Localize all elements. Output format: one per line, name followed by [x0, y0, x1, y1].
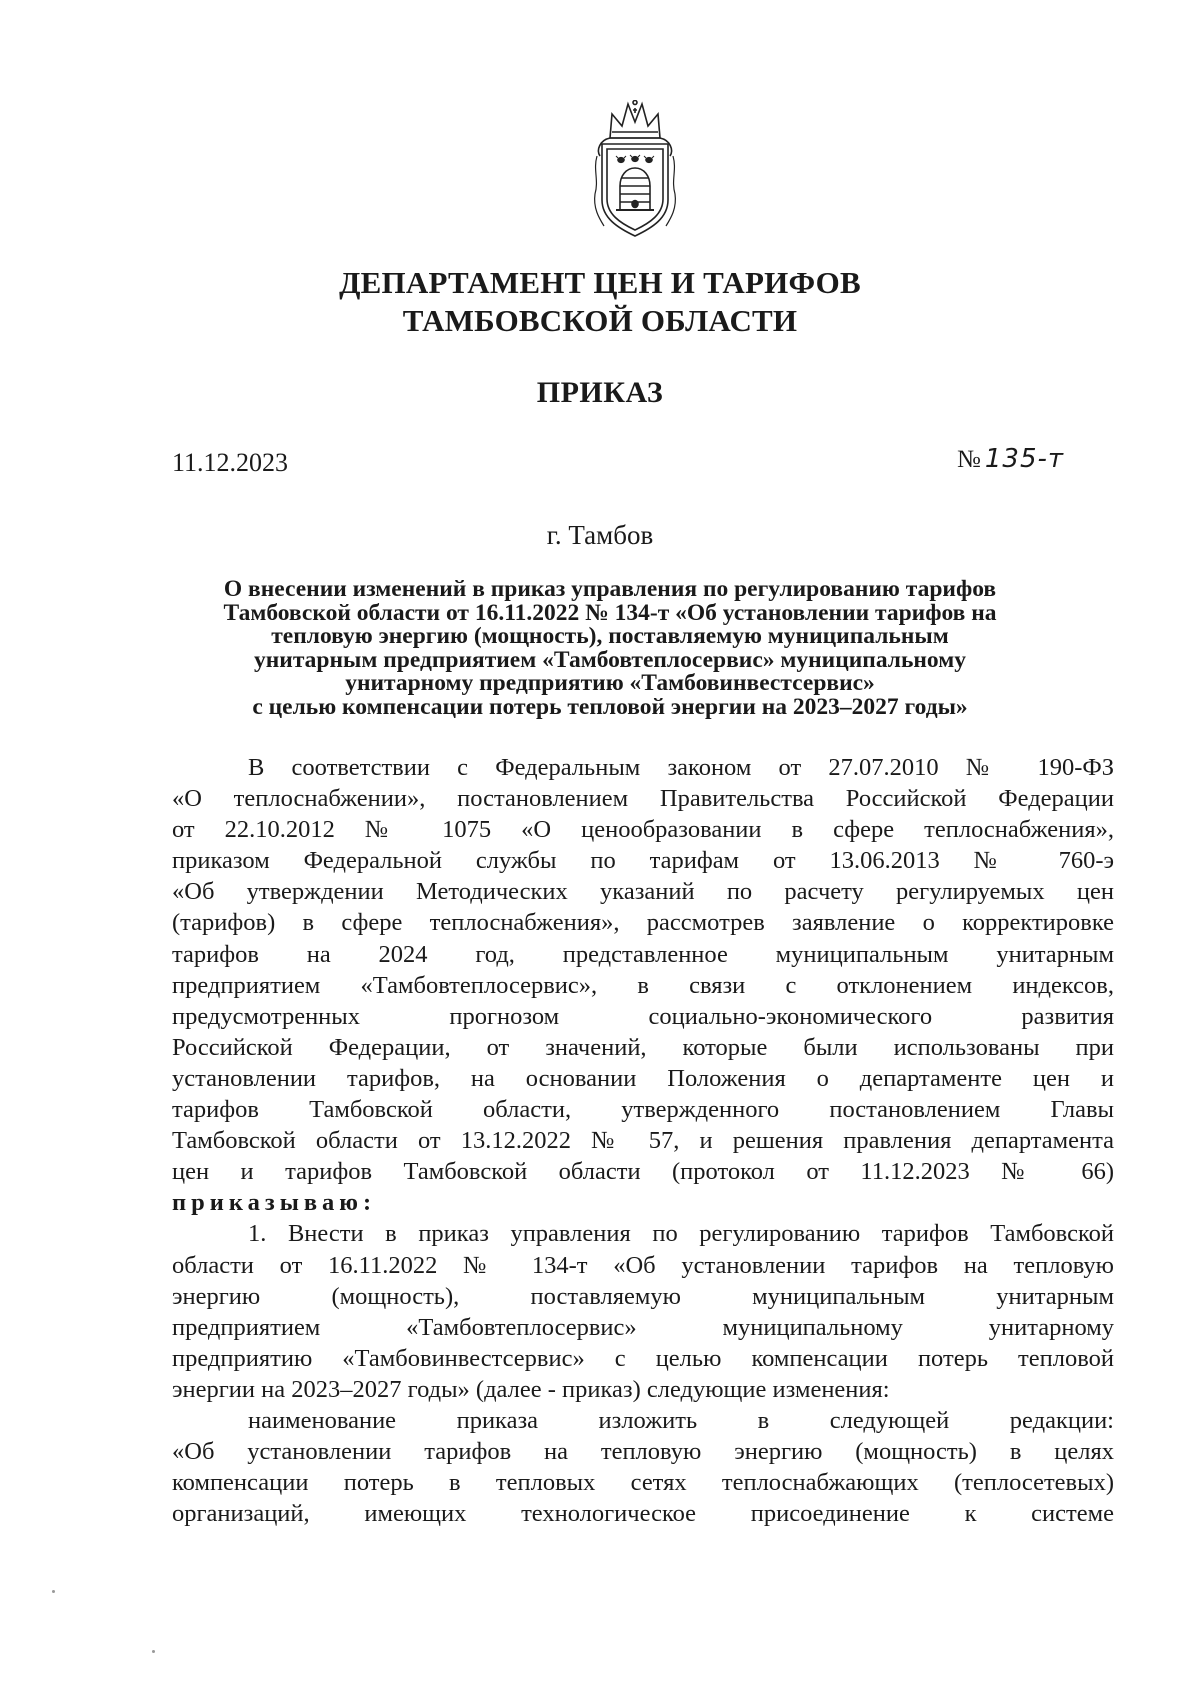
command-colon: :: [363, 1189, 372, 1217]
body-line: установлении тарифов, на основании Положения о департаменте цен и: [172, 1064, 1114, 1092]
body-line: Российской Федерации, от значений, которые были использованы при: [172, 1033, 1114, 1061]
body-line: от 22.10.2012 № 1075 «О ценообразовании в сфере теплоснабжения»,: [172, 816, 1114, 844]
body-line: тарифов Тамбовской области, утвержденного постановлением Главы: [172, 1096, 1114, 1124]
body-line: цен и тарифов Тамбовской области (протокол от 11.12.2023 № 66): [172, 1158, 1114, 1186]
subject-line: Тамбовской области от 16.11.2022 № 134-т «Об установлении тарифов на: [223, 599, 997, 626]
item-1-sub-line: «Об установлении тарифов на тепловую энергию (мощность) в целях: [172, 1438, 1114, 1466]
body-line: Тамбовской области от 13.12.2022 № 57, и решения правления департамента: [172, 1127, 1114, 1155]
item-1-line: 1. Внести в приказ управления по регулированию тарифов Тамбовской: [248, 1220, 1114, 1248]
item-1-line: энергии на 2023–2027 годы» (далее - приказ) следующие изменения:: [172, 1375, 890, 1403]
number-handwritten: 135-т: [984, 444, 1065, 474]
item-1-sub-line: организаций, имеющих технологическое присоединение к системе: [172, 1500, 1114, 1528]
department-name-line-2: ТАМБОВСКОЙ ОБЛАСТИ: [402, 303, 798, 338]
document-type: ПРИКАЗ: [536, 376, 664, 409]
item-1-line: предприятием «Тамбовтеплосервис» муниципальному унитарному: [172, 1313, 1114, 1341]
document-number: [957, 444, 1064, 474]
subject-line: унитарным предприятием «Тамбовтеплосервис» муниципальному: [253, 646, 966, 673]
command-line: [172, 1187, 1114, 1218]
department-name-line-1: ДЕПАРТАМЕНТ ЦЕН И ТАРИФОВ: [339, 265, 861, 300]
subject-line: унитарному предприятию «Тамбовинвестсервис»: [345, 670, 875, 696]
body-line: «О теплоснабжении», постановлением Правительства Российской Федерации: [172, 785, 1114, 813]
coat-of-arms-emblem: [590, 100, 680, 240]
scan-speck: [152, 1650, 155, 1653]
subject-line: О внесении изменений в приказ управления по регулированию тарифов: [223, 576, 997, 602]
item-1-sub-line: компенсации потерь в тепловых сетях теплоснабжающих (теплосетевых): [172, 1469, 1114, 1497]
document-city: г. Тамбов: [546, 520, 654, 550]
body-line: «Об утверждении Методических указаний по расчету регулируемых цен: [172, 878, 1114, 906]
scan-speck: [52, 1590, 55, 1593]
document-body: [172, 752, 1114, 1529]
body-line: предусмотренных прогнозом социально-экономического развития: [172, 1002, 1114, 1030]
body-line: приказом Федеральной службы по тарифам от 13.06.2013 № 760-э: [172, 847, 1114, 875]
body-line: (тарифов) в сфере теплоснабжения», рассмотрев заявление о корректировке: [172, 909, 1114, 937]
subject-line: с целью компенсации потерь тепловой энергии на 2023–2027 годы»: [252, 693, 968, 720]
body-line: предприятием «Тамбовтеплосервис», в связи с отклонением индексов,: [172, 971, 1114, 999]
command-word: приказываю: [172, 1189, 364, 1217]
subject-line: тепловую энергию (мощность), поставляемую муниципальным: [271, 623, 949, 649]
document-subject: [150, 578, 1070, 719]
body-line: тарифов на 2024 год, представленное муниципальным унитарным: [172, 940, 1114, 968]
item-1-line: области от 16.11.2022 № 134-т «Об установлении тарифов на тепловую: [172, 1251, 1114, 1279]
number-sign: №: [957, 446, 981, 473]
item-1-sub-line: наименование приказа изложить в следующей редакции:: [248, 1406, 1114, 1434]
item-1-line: энергию (мощность), поставляемую муниципальным унитарным: [172, 1282, 1114, 1310]
body-line: В соответствии с Федеральным законом от 27.07.2010 № 190-ФЗ: [248, 754, 1114, 781]
item-1-line: предприятию «Тамбовинвестсервис» с целью компенсации потерь тепловой: [172, 1344, 1114, 1372]
document-date: 11.12.2023: [172, 448, 289, 477]
